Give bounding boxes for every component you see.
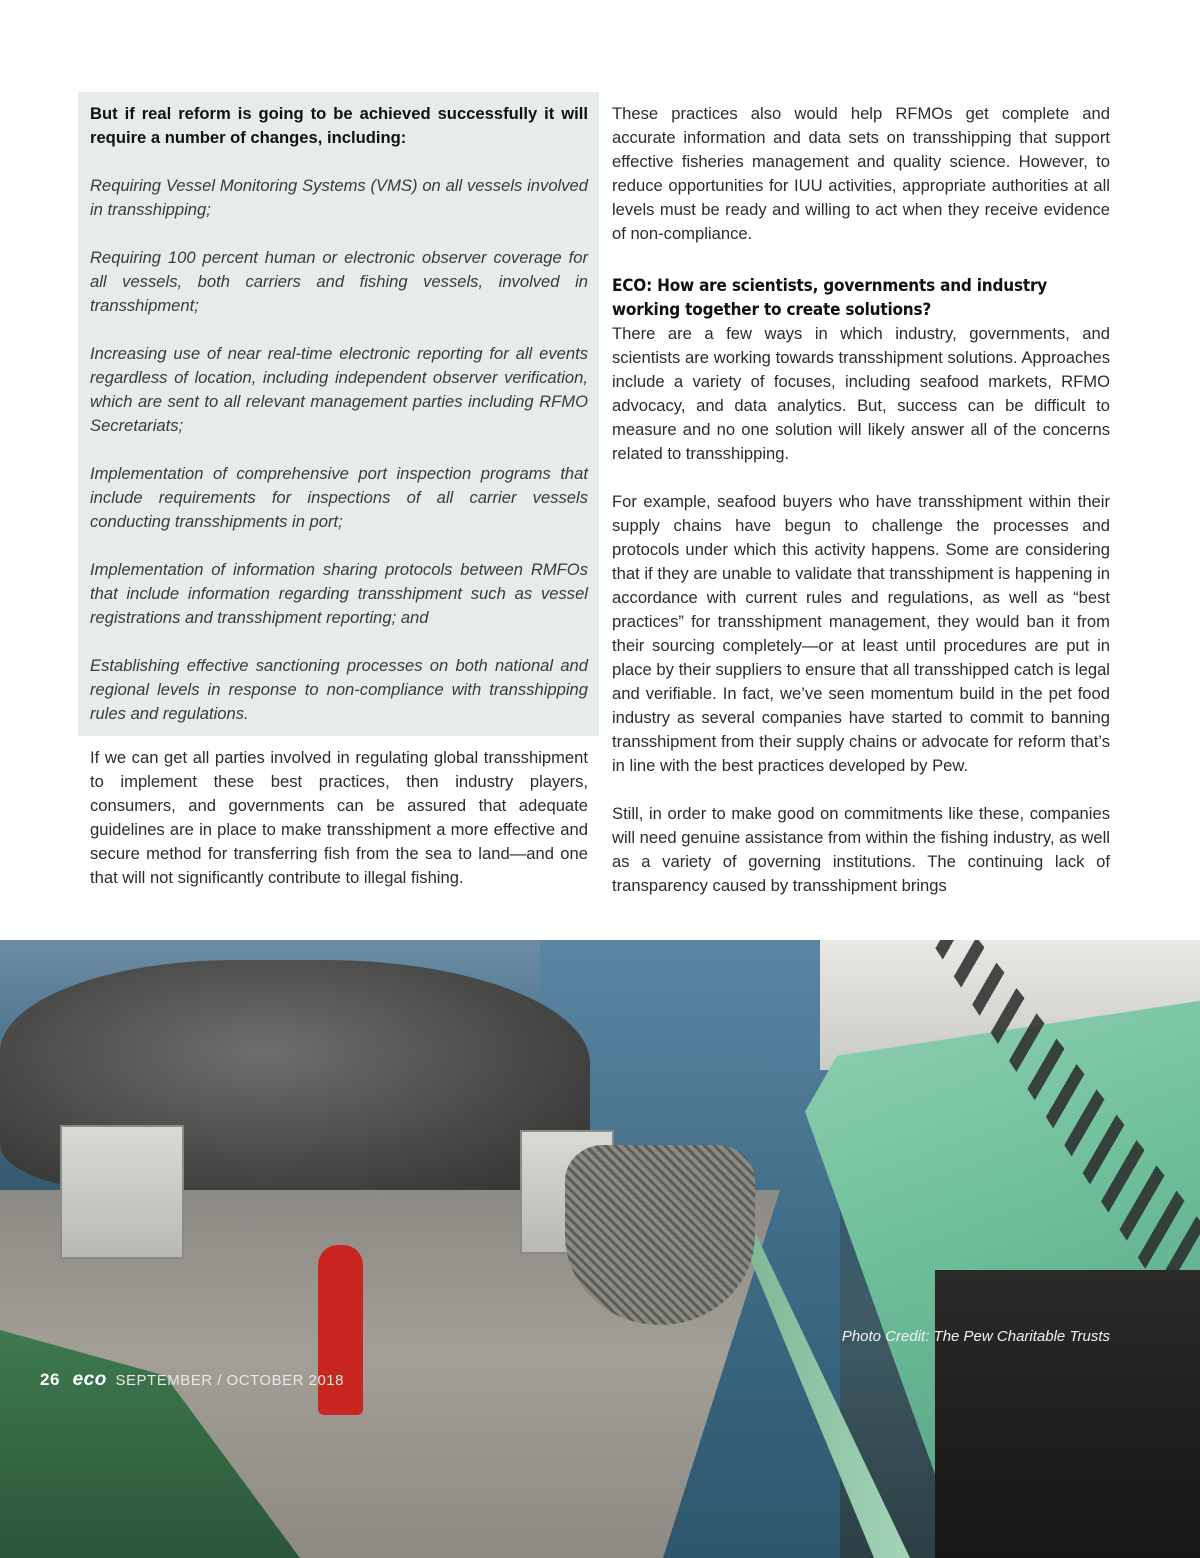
left-column-body — [90, 746, 588, 890]
body-paragraph: If we can get all parties involved in regulating global transshipment to implement these best practices, then industry players, consumers, and governments can be assured that adequate guidelines are in place to make transshipment a more effective and secure method for transferring fish from the sea to land—and one that will not significantly contribute to illegal fishing. — [90, 748, 588, 887]
magazine-logo: eco — [72, 1369, 107, 1390]
transshipment-photo — [0, 940, 1200, 1558]
body-paragraph: These practices also would help RFMOs get complete and accurate information and data sets on transshipping that support effective fisheries management and quality science. However, to reduce opportunities for IUU activities, appropriate authorities at all levels must be ready and willing to act when they receive evidence of non-compliance. — [612, 104, 1110, 243]
right-column — [612, 102, 1110, 898]
fish-net-load — [565, 1145, 755, 1325]
crane-machinery — [935, 1270, 1200, 1558]
reform-sidebar-box — [78, 92, 599, 736]
body-paragraph: There are a few ways in which industry, governments, and scientists are working towards transshipment solutions. Approaches include a variety of focuses, including seafood markets, RFMO advocacy, and data analytics. But, success can be difficult to measure and no one solution will likely answer all of the concerns related to transshipping. — [612, 324, 1110, 463]
photo-credit: Photo Credit: The Pew Charitable Trusts — [841, 1328, 1110, 1345]
body-paragraph: Still, in order to make good on commitments like these, companies will need genuine assistance from within the fishing industry, as well as a variety of governing institutions. The continuing lack of transparency caused by transshipment brings — [612, 804, 1110, 895]
section-heading: ECO: How are scientists, governments and industry working together to create solutions? — [612, 276, 1048, 320]
sidebar-intro: But if real reform is going to be achieved successfully it will require a number of changes, including: — [90, 104, 588, 147]
page-footer — [40, 1369, 344, 1391]
sidebar-item: Implementation of comprehensive port inspection programs that include requirements for inspections of all carrier vessels conducting transshipments in port; — [90, 464, 588, 531]
sidebar-item: Increasing use of near real-time electronic reporting for all events regardless of location, including independent observer verification, which are sent to all relevant management parties including RFMO Secretariats; — [90, 344, 588, 435]
cargo-container — [60, 1125, 184, 1259]
sidebar-item: Implementation of information sharing protocols between RMFOs that include information regarding transshipment such as vessel registrations and transshipment reporting; and — [90, 560, 588, 627]
page-number: 26 — [40, 1370, 60, 1389]
issue-date: SEPTEMBER / OCTOBER 2018 — [115, 1372, 344, 1389]
sidebar-item: Requiring 100 percent human or electronic observer coverage for all vessels, both carriers and fishing vessels, involved in transshipment; — [90, 248, 588, 315]
sidebar-item: Requiring Vessel Monitoring Systems (VMS) on all vessels involved in transshipping; — [90, 176, 588, 219]
body-paragraph: For example, seafood buyers who have transshipment within their supply chains have begun to challenge the processes and protocols under which this activity happens. Some are considering that if they are unable to validate that transshipment is happening in accordance with current rules and regulations, as well as “best practices” for transshipment management, they would ban it from their sourcing completely—or at least until procedures are put in place by their suppliers to ensure that all transshipped catch is legal and verifiable. In fact, we’ve seen momentum build in the pet food industry as several companies have started to commit to banning transshipment from their supply chains or advocate for reform that’s in line with the best practices developed by Pew. — [612, 492, 1110, 775]
sidebar-item: Establishing effective sanctioning processes on both national and regional levels in response to non-compliance with transshipping rules and regulations. — [90, 656, 588, 723]
